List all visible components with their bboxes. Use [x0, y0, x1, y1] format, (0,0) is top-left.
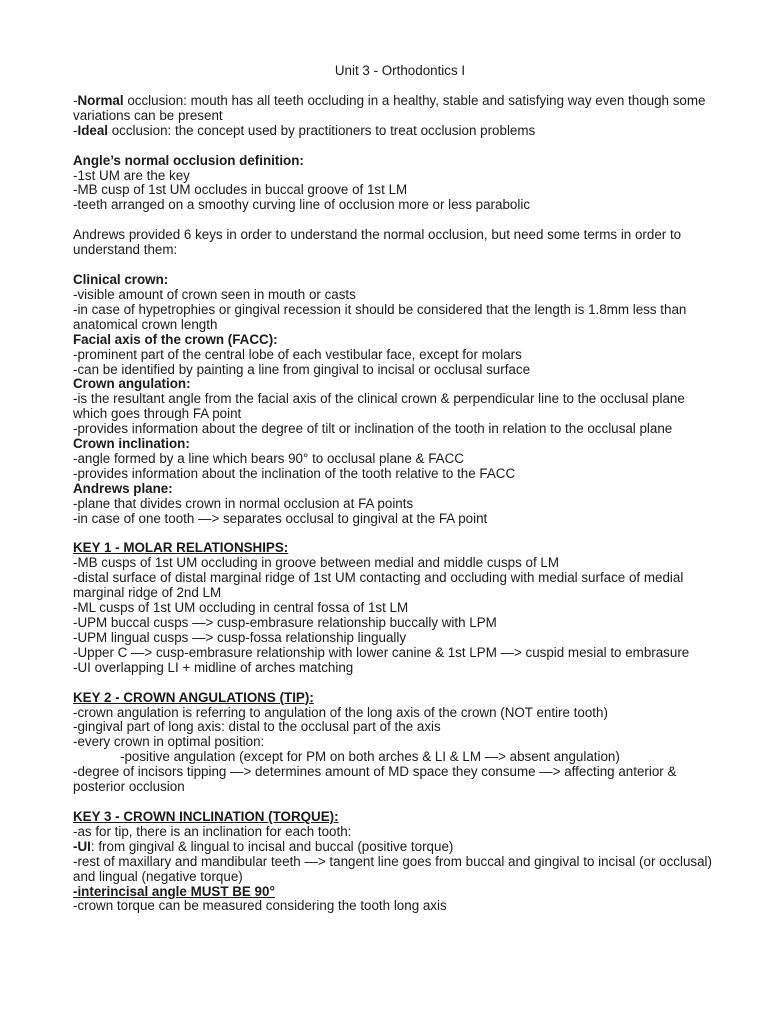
ui-term: UI — [77, 838, 91, 854]
key2-heading: KEY 2 - CROWN ANGULATIONS (TIP): — [73, 689, 314, 705]
term-line: -can be identified by painting a line from gingival to incisal or occlusal surface — [73, 361, 531, 377]
term-line: -angle formed by a line which bears 90° to occlusal plane & FACC — [73, 450, 464, 466]
key1-line: -distal surface of distal marginal ridge of 1st UM contacting and occluding with medial surface of medial marginal ridge of 2nd LM — [73, 570, 684, 601]
key2-line: -crown angulation is referring to angulation of the long axis of the crown (NOT entire tooth) — [73, 704, 608, 720]
key1-line: -UPM lingual cusps —> cusp-fossa relationship lingually — [73, 629, 407, 645]
angle-line: -1st UM are the key — [73, 167, 190, 183]
key1-line: -UI overlapping LI + midline of arches matching — [73, 659, 354, 675]
key2-line: -degree of incisors tipping —> determines amount of MD space they consume —> affecting anterior & posterior occlusion — [73, 764, 677, 795]
term-heading-crown-inclination: Crown inclination: — [73, 436, 190, 452]
normal-term: Normal — [77, 92, 124, 108]
normal-occlusion-line — [73, 94, 713, 124]
key1-line: -Upper C —> cusp-embrasure relationship with lower canine & 1st LPM —> cuspid mesial to embrasure — [73, 644, 690, 660]
ideal-definition: occlusion: the concept used by practitioners to treat occlusion problems — [107, 122, 536, 138]
term-heading-andrews-plane: Andrews plane: — [73, 480, 173, 496]
document-page — [73, 64, 713, 914]
angle-line: -MB cusp of 1st UM occludes in buccal groove of 1st LM — [73, 182, 408, 198]
key2-line: -every crown in optimal position: — [73, 734, 265, 750]
document-title: Unit 3 - Orthodontics I — [334, 63, 466, 78]
angle-section — [73, 154, 713, 214]
key1-line: -ML cusps of 1st UM occluding in central fossa of 1st LM — [73, 600, 409, 616]
angle-heading: Angle’s normal occlusion definition: — [73, 152, 304, 168]
andrews-intro: Andrews provided 6 keys in order to understand the normal occlusion, but need some terms in order to understand them: — [73, 227, 682, 258]
dash: - — [73, 92, 78, 108]
key3-heading: KEY 3 - CROWN INCLINATION (TORQUE): — [73, 808, 339, 824]
term-heading-facc: Facial axis of the crown (FACC): — [73, 331, 278, 347]
term-line: -provides information about the inclination of the tooth relative to the FACC — [73, 465, 516, 481]
term-heading-crown-angulation: Crown angulation: — [73, 376, 191, 392]
key3-line: -rest of maxillary and mandibular teeth —> tangent line goes from buccal and gingival to incisal (or occlusal) and lingual (negative torque) — [73, 853, 712, 884]
key2-line: -gingival part of long axis: distal to the occlusal part of the axis — [73, 719, 441, 735]
term-line: -in case of one tooth —> separates occlusal to gingival at the FA point — [73, 510, 488, 526]
normal-definition: occlusion: mouth has all teeth occluding in a healthy, stable and satisfying way even though some variations can be present — [73, 92, 706, 123]
ideal-term: Ideal — [77, 122, 108, 138]
key3-ui-line — [73, 840, 713, 855]
term-line: -plane that divides crown in normal occlusion at FA points — [73, 495, 414, 511]
key3-section — [73, 810, 713, 914]
key1-line: -MB cusps of 1st UM occluding in groove between medial and middle cusps of LM — [73, 555, 560, 571]
term-line: -provides information about the degree of tilt or inclination of the tooth in relation to the occlusal plane — [73, 421, 673, 437]
term-heading-clinical-crown: Clinical crown: — [73, 272, 169, 288]
key2-section — [73, 691, 713, 795]
angle-line: -teeth arranged on a smoothy curving line of occlusion more or less parabolic — [73, 197, 531, 213]
key2-indented-line: -positive angulation (except for PM on both arches & LI & LM —> absent angulation) — [120, 749, 620, 765]
interincisal-angle-emphasis: -interincisal angle MUST BE 90° — [73, 883, 275, 899]
dash: - — [73, 122, 78, 138]
key3-line: -crown torque can be measured considering the tooth long axis — [73, 898, 447, 914]
key1-line: -UPM buccal cusps —> cusp-embrasure relationship buccally with LPM — [73, 615, 497, 630]
dash: - — [73, 838, 78, 854]
term-line: -is the resultant angle from the facial axis of the clinical crown & perpendicular line to the occlusal plane which goes through FA point — [73, 391, 685, 422]
term-line: -in case of hypetrophies or gingival recession it should be considered that the length is 1.8mm less than anatomical crown length — [73, 301, 687, 332]
key1-heading: KEY 1 - MOLAR RELATIONSHIPS: — [73, 540, 289, 556]
intro-section — [73, 94, 713, 139]
term-line: -prominent part of the central lobe of each vestibular face, except for molars — [73, 346, 522, 362]
ui-definition: : from gingival & lingual to incisal and buccal (positive torque) — [90, 838, 454, 854]
ideal-occlusion-line — [73, 124, 713, 139]
terms-section — [73, 273, 713, 526]
term-line: -visible amount of crown seen in mouth or casts — [73, 286, 356, 302]
key1-section — [73, 541, 713, 675]
key3-line: -as for tip, there is an inclination for each tooth: — [73, 823, 352, 839]
